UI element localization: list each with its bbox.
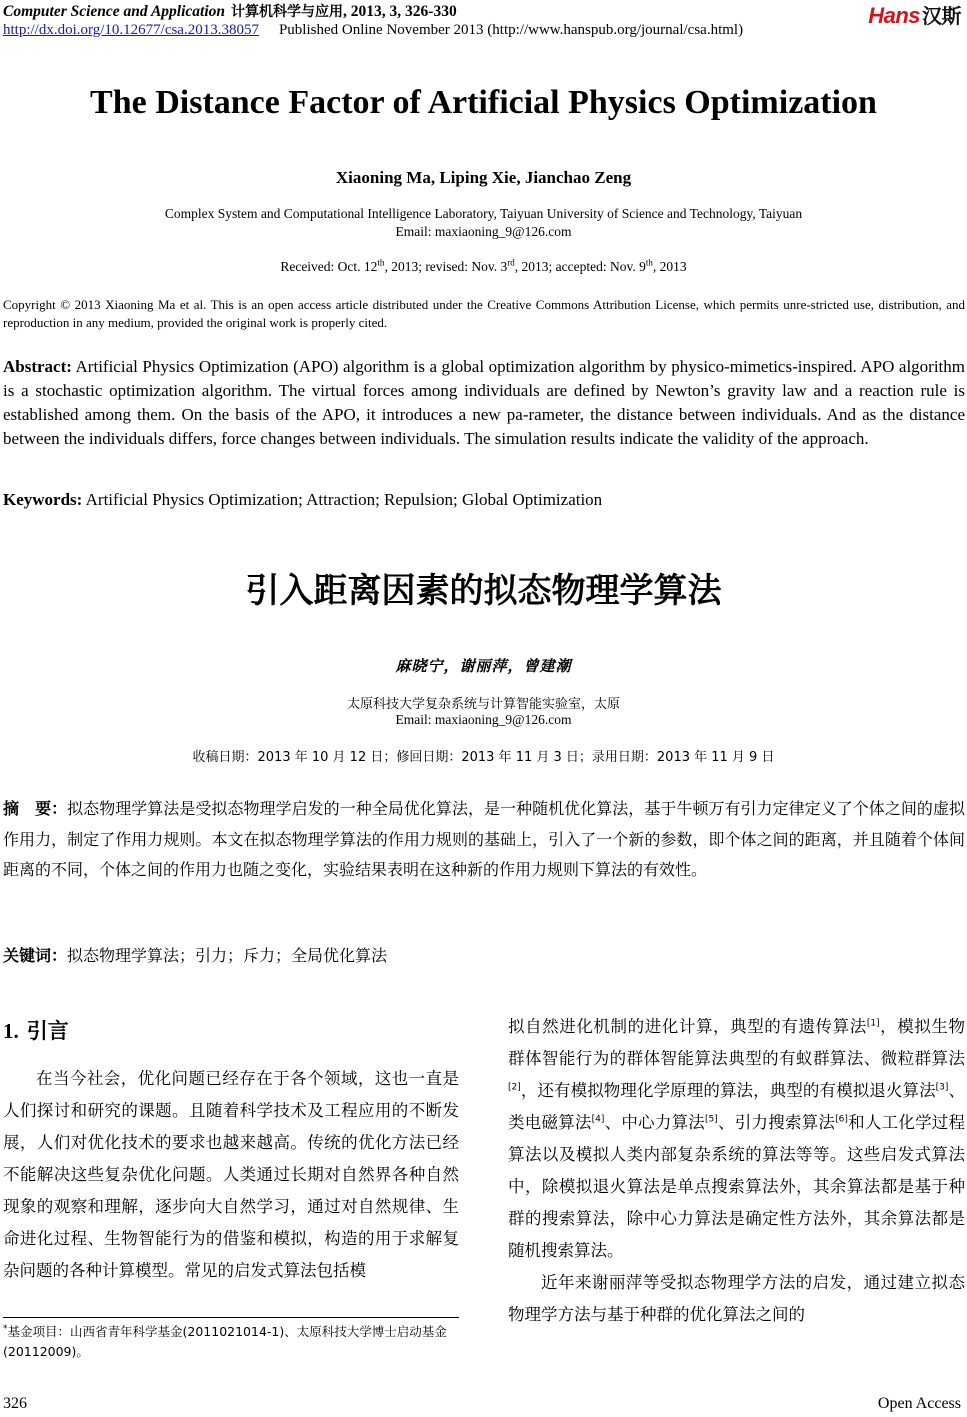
- received-dates-en: Received: Oct. 12th, 2013; revised: Nov. 3rd, 2013; accepted: Nov. 9th, 2013: [280, 257, 687, 274]
- keywords-text-cn: 拟态物理学算法；引力；斥力；全局优化算法: [67, 946, 388, 965]
- journal-name: Computer Science and Application: [3, 3, 226, 20]
- footnote-text: 基金项目：山西省青年科学基金(2011021014-1)、太原科技大学博士启动基金(20112009)。: [3, 1324, 447, 1359]
- left-column-text: [3, 1063, 459, 1287]
- keywords-label: Keywords:: [3, 490, 83, 509]
- journal-name-cn: 计算机科学与应用: [231, 4, 344, 20]
- email-en: Email: maxiaoning_9@126.com: [395, 224, 572, 239]
- footnote-mark: *: [3, 1323, 8, 1334]
- citation: [5]: [705, 1114, 718, 1125]
- authors-cn: 麻晓宁，谢丽萍，曾建潮: [395, 657, 572, 675]
- abstract-label-cn: 摘 要：: [3, 799, 68, 818]
- paragraph: 拟自然进化机制的进化计算，典型的有遗传算法[1]，模拟生物群体智能行为的群体智能算法典型的有蚁群算法、微粒群算法[2]，还有模拟物理化学原理的算法，典型的有模拟退火算法[3]、类电磁算法[4]、中心力算法[5]、引力搜索算法[6]和人工化学过程算法以及模拟人类内部复杂系统的算法等等。这些启发式算法中，除模拟退火算法是单点搜索算法外，其余算法都是基于种群的搜索算法，除中心力算法是确定性方法外，其余算法都是随机搜索算法。: [508, 1017, 966, 1260]
- abstract-cn: [3, 794, 965, 886]
- email-cn: Email: maxiaoning_9@126.com: [395, 712, 572, 727]
- citation: [2]: [508, 1082, 521, 1093]
- keywords-text: Artificial Physics Optimization; Attraction; Repulsion; Global Optimization: [85, 490, 603, 509]
- paragraph: 在当今社会，优化问题已经存在于各个领域，这也一直是人们探讨和研究的课题。且随着科学技术及工程应用的不断发展，人们对优化技术的要求也越来越高。传统的优化方法已经不能解决这些复杂优化问题。人类通过长期对自然界各种自然现象的观察和理解，逐步向大自然学习，通过对自然规律、生命进化过程、生物智能行为的借鉴和模拟，构造的用于求解复杂问题的各种计算模型。常见的启发式算法包括模: [3, 1069, 459, 1280]
- right-column-text: [508, 1011, 965, 1331]
- keywords-en: [3, 490, 602, 510]
- page-number: 326: [3, 1395, 27, 1412]
- affiliation-cn: 太原科技大学复杂系统与计算智能实验室，太原: [346, 697, 620, 712]
- citation: [6]: [835, 1114, 848, 1125]
- abstract-text: Artificial Physics Optimization (APO) algorithm is a global optimization algorithm by physico-mimetics-inspired. APO algorithm is a stochastic optimization algorithm. The virtual forces among individuals are defined by Newton’s gravity law and a reaction rule is established among them. On the basis of the APO, it introduces a new pa-rameter, the distance between individuals. And as the distance between the individuals differs, force changes between individuals. The simulation results indicate the validity of the approach.: [3, 357, 965, 448]
- journal-header: [3, 1, 457, 21]
- footnote: [3, 1322, 461, 1362]
- footnote-divider: [3, 1317, 459, 1318]
- affiliation-en: Complex System and Computational Intelligence Laboratory, Taiyuan University of Science and Technology, Taiyuan: [164, 206, 803, 221]
- authors-en: Xiaoning Ma, Liping Xie, Jianchao Zeng: [335, 168, 632, 187]
- journal-volume: , 2013, 3, 326-330: [343, 3, 457, 20]
- logo-text: Hans: [868, 3, 920, 28]
- keywords-label-cn: 关键词：: [3, 946, 68, 965]
- copyright-notice: Copyright © 2013 Xiaoning Ma et al. This is an open access article distributed under the Creative Commons Attribution License, which permits unre-stricted use, distribution, and reproduction in any medium, provided the original work is properly cited.: [3, 297, 965, 330]
- doi-line: [3, 22, 743, 39]
- keywords-cn: [3, 943, 387, 966]
- paragraph: 近年来谢丽萍等受拟态物理学方法的启发，通过建立拟态物理学方法与基于种群的优化算法之间的: [508, 1273, 965, 1324]
- section-heading-introduction: [3, 1015, 69, 1045]
- hans-logo: [868, 0, 961, 29]
- citation: [3]: [935, 1082, 949, 1093]
- published-online: Published Online November 2013 (http://www.hanspub.org/journal/csa.html): [278, 22, 744, 38]
- open-access-label: Open Access: [877, 1395, 961, 1412]
- paper-title-en: The Distance Factor of Artificial Physics Optimization: [90, 84, 877, 121]
- abstract-en: [3, 355, 965, 451]
- citation: [4]: [591, 1114, 605, 1125]
- doi-link[interactable]: http://dx.doi.org/10.12677/csa.2013.38057: [3, 22, 259, 38]
- abstract-label: Abstract:: [3, 357, 72, 376]
- abstract-text-cn: 拟态物理学算法是受拟态物理学启发的一种全局优化算法，是一种随机优化算法，基于牛顿万有引力定律定义了个体之间的虚拟作用力，制定了作用力规则。本文在拟态物理学算法的作用力规则的基础上，引入了一个新的参数，即个体之间的距离，并且随着个体间距离的不同，个体之间的作用力也随之变化，实验结果表明在这种新的作用力规则下算法的有效性。: [3, 799, 965, 879]
- received-dates-cn: 收稿日期：2013 年 10 月 12 日；修回日期：2013 年 11 月 3 日；录用日期：2013 年 11 月 9 日: [192, 750, 775, 765]
- section-title: 引言: [26, 1019, 69, 1043]
- paper-title-cn: 引入距离因素的拟态物理学算法: [245, 571, 722, 611]
- section-number: 1.: [3, 1019, 19, 1043]
- logo-text-cn: 汉斯: [922, 4, 961, 28]
- citation: [1]: [866, 1018, 880, 1029]
